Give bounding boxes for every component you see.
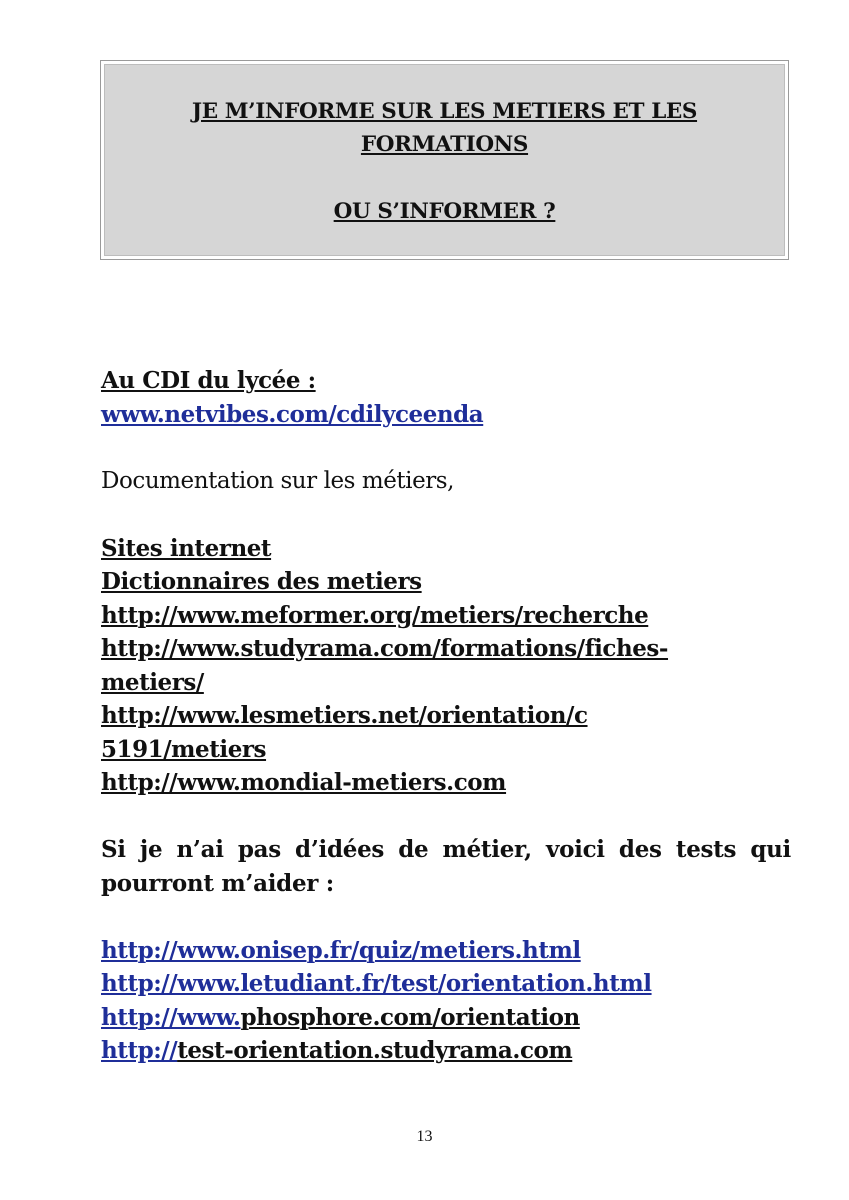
cdi-heading: Au CDI du lycée : (101, 367, 316, 394)
page-number: 13 (416, 1128, 433, 1145)
onisep-quiz-link[interactable]: http://www.onisep.fr/quiz/metiers.html (101, 936, 581, 964)
title-box-inner (104, 64, 785, 256)
studyrama-link-part1[interactable]: http://www.studyrama.com/formations/fiches- (101, 635, 669, 662)
title-line-2: FORMATIONS (360, 132, 529, 157)
spacer (101, 498, 791, 532)
lesmetiers-link-part1[interactable]: http://www.lesmetiers.net/orientation/c (101, 702, 588, 729)
phosphore-link-rest: phosphore.com/orientation (240, 1003, 580, 1031)
phosphore-link[interactable] (101, 1001, 791, 1035)
mondial-metiers-link[interactable]: http://www.mondial-metiers.com (101, 769, 507, 796)
main-content (101, 364, 791, 1068)
netvibes-link[interactable]: www.netvibes.com/cdilyceenda (101, 400, 484, 428)
phosphore-link-prefix: http://www. (101, 1003, 241, 1031)
title-box (100, 60, 789, 260)
spacer (101, 900, 791, 934)
documentation-text: Documentation sur les métiers, (101, 467, 454, 494)
spacer (101, 431, 791, 465)
studyrama-test-link-prefix: http:// (101, 1037, 178, 1064)
title-line-3: OU S’INFORMER ? (333, 199, 556, 224)
letudiant-test-link[interactable]: http://www.letudiant.fr/test/orientation.html (101, 970, 652, 997)
tests-intro: Si je n’ai pas d’idées de métier, voici des tests qui pourront m’aider : (101, 836, 791, 897)
meformer-link[interactable]: http://www.meformer.org/metiers/recherche (101, 601, 649, 629)
spacer (101, 800, 791, 834)
dictionnaires-heading: Dictionnaires des metiers (101, 568, 422, 595)
studyrama-test-link[interactable] (101, 1034, 791, 1068)
title-line-1: JE M’INFORME SUR LES METIERS ET LES (191, 99, 698, 124)
lesmetiers-link-part2[interactable]: 5191/metiers (101, 735, 267, 763)
sites-heading: Sites internet (101, 534, 272, 562)
studyrama-link-part2[interactable]: metiers/ (101, 668, 204, 696)
studyrama-test-link-rest: test-orientation.studyrama.com (177, 1037, 573, 1064)
